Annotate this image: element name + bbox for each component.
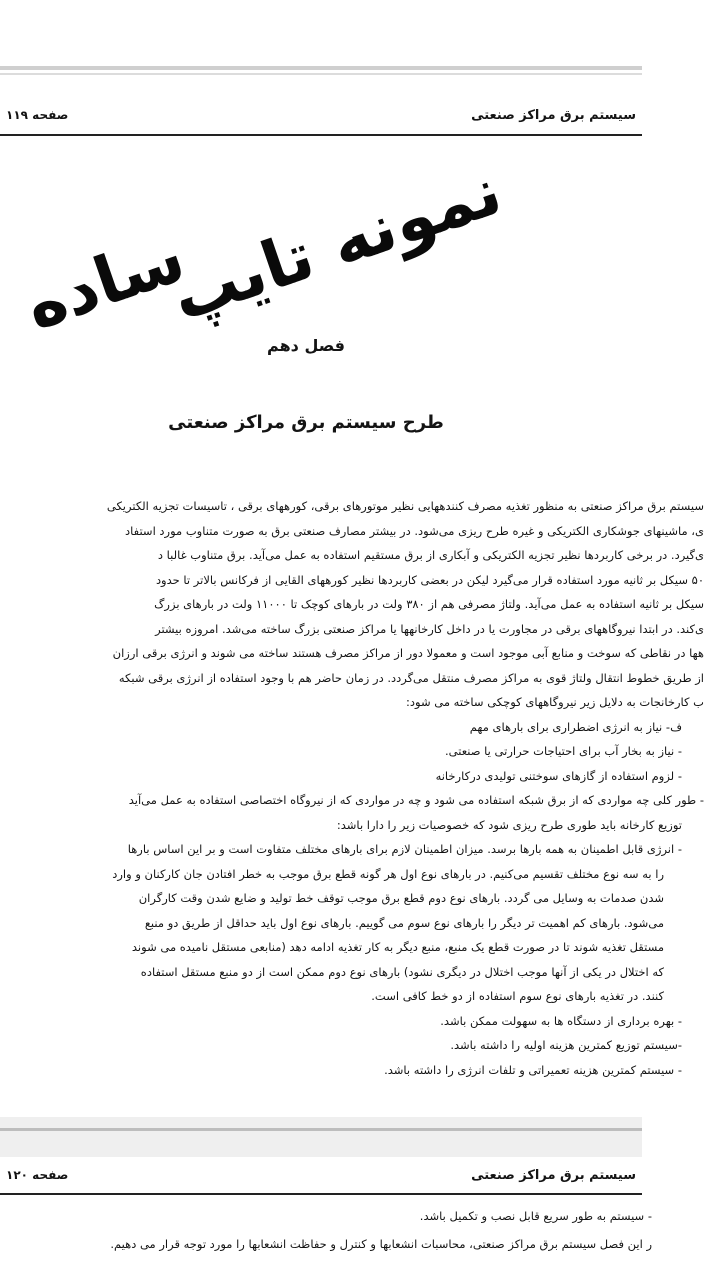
page-break-band bbox=[0, 1117, 642, 1157]
header-title: سیستم برق مراکز صنعتی bbox=[471, 108, 636, 123]
body-line: ی، ماشینهای جوشکاری الکتریکی و غیره طرح ریزی می‌شود. در بیشتر مصارف صنعتی برق به صورت متناوب مورد استفاد bbox=[125, 523, 704, 538]
feature-item: -سیستم توزیع کمترین هزینه اولیه را داشته باشد. bbox=[450, 1038, 682, 1052]
feature-line: - انرژی قابل اطمینان به همه بارها برسد. میزان اطمینان لازم برای بارهای مختلف متفاوت است و بر این اساس بارها bbox=[127, 842, 682, 856]
feature-line: شدن صدمات به وسایل می گردد. بارهای نوع دوم قطع برق موجب توقف خط تولید و ضایع شدن وقت کارگران bbox=[138, 891, 664, 905]
feature-line: می‌شود. بارهای کم اهمیت تر دیگر را بارهای نوع سوم می گوییم. بارهای نوع اول باید حداقل از طریق دو منبع bbox=[144, 915, 664, 930]
page-edge-inner bbox=[0, 73, 642, 75]
next-page-body bbox=[0, 1202, 652, 1258]
document-title-text: طرح سیستم برق مراکز صنعتی bbox=[168, 412, 444, 433]
feature-item: - بهره برداری از دستگاه ها به سهولت ممکن باشد. bbox=[440, 1013, 682, 1028]
body-line: از طریق خطوط انتقال ولتاژ قوی به مراکز مصرف منتقل می‌گردد. در زمان حاضر هم با وجود استفاده از انرژی برقی شبکه bbox=[118, 670, 704, 685]
top-margin bbox=[0, 0, 642, 62]
document-title bbox=[0, 412, 642, 433]
body-text bbox=[0, 494, 704, 1082]
page-edge bbox=[0, 66, 642, 70]
body-line: سیکل بر ثانیه استفاده به عمل می‌آید. ولتاژ مصرفی هم از ۳۸۰ ولت در بارهای کوچک تا ۱۱۰۰۰ ولت در بارهای بزرگ bbox=[154, 597, 704, 611]
chapter-heading-text: فصل دهم bbox=[267, 336, 345, 355]
reason-item: - لزوم استفاده از گازهای سوختنی تولیدی درکارخانه bbox=[435, 768, 682, 783]
body-line: ی‌کند. در ابتدا نیروگاههای برقی در مجاورت یا در داخل کارخانهها یا مراکز صنعتی بزرگ ساخته می‌شد. امروزه بیشتر bbox=[155, 621, 704, 636]
feature-line: را به سه نوع مختلف تقسیم می‌کنیم. در بارهای نوع اول هر گونه قطع برق موجب به خطر افتادن جان کارکنان و وارد bbox=[112, 866, 664, 881]
body-line: توزیع کارخانه باید طوری طرح ریزی شود که خصوصیات زیر را دارا باشد: bbox=[336, 817, 682, 832]
body-line: ب کارخانجات به دلایل زیر نیروگاههای کوچکی ساخته می شود: bbox=[406, 695, 704, 709]
header-rule bbox=[0, 134, 642, 136]
feature-item: - سیستم کمترین هزینه تعمیراتی و تلفات انرژی را داشته باشد. bbox=[384, 1062, 682, 1077]
reason-item: ف- نیاز به انرژی اضطراری برای بارهای مهم bbox=[469, 719, 682, 734]
feature-line: کنند. در تغذیه بارهای نوع سوم استفاده از دو خط کافی است. bbox=[371, 989, 664, 1003]
chapter-heading bbox=[0, 336, 642, 355]
body-line: ی‌گیرد. در برخی کاربردها نظیر تجزیه الکتریکی و آبکاری از برق مستقیم استفاده به عمل می‌آید. برق متناوب غالبا د bbox=[157, 548, 704, 562]
next-page-header bbox=[0, 1158, 642, 1194]
next-page-line: ر این فصل سیستم برق مراکز صنعتی، محاسبات انشعابها و کنترل و حفاظت انشعابها را مورد توجه قرار می دهیم. bbox=[110, 1237, 652, 1251]
next-header-page-number: صفحه ۱۲۰ bbox=[6, 1168, 69, 1182]
reason-item: - نیاز به بخار آب برای احتیاجات حرارتی یا صنعتی. bbox=[445, 744, 682, 758]
next-page-line: - سیستم به طور سریع قابل نصب و تکمیل باشد. bbox=[419, 1209, 652, 1223]
next-header-title: سیستم برق مراکز صنعتی bbox=[471, 1168, 636, 1183]
feature-line: که اختلال در یکی از آنها موجب اختلال در دیگری نشود) بارهای نوع دوم ممکن است از دو منبع مستقل استفاده bbox=[140, 964, 664, 979]
watermark bbox=[15, 150, 511, 400]
body-line: سیستم برق مراکز صنعتی به منظور تغذیه مصرف کنندههایی نظیر موتورهای برقی، کورههای برقی ، تاسیسات تجزیه الکتریکی bbox=[106, 499, 704, 513]
header-page-number: صفحه ۱۱۹ bbox=[6, 108, 69, 122]
body-line: هها در نقاطی که سوخت و منابع آبی موجود است و معمولا دور از مراکز مصرف هستند ساخته می شوند و انرژی برقی ارزان bbox=[112, 646, 704, 660]
body-line: ۵۰ سیکل بر ثانیه مورد استفاده قرار می‌گیرد لیکن در بعضی کاربردها نظیر کورههای القایی از فرکانس بالاتر تا حدود bbox=[155, 572, 704, 587]
page-break-rule bbox=[0, 1128, 642, 1131]
watermark-line-1: نمونه تایپ bbox=[161, 152, 511, 337]
page-header bbox=[0, 100, 642, 136]
feature-line: مستقل تغذیه شوند تا در صورت قطع یک منبع، منبع دیگر به کار تغذیه ادامه دهد (منابعی مستقل نامیده می شوند bbox=[131, 940, 664, 954]
body-line: - طور کلی چه مواردی که از برق شبکه استفاده می شود و چه در مواردی که از نیروگاه اختصاصی استفاده به عمل می‌آید bbox=[128, 793, 704, 807]
next-header-rule bbox=[0, 1193, 642, 1195]
watermark-line-2: ساده bbox=[15, 219, 195, 345]
